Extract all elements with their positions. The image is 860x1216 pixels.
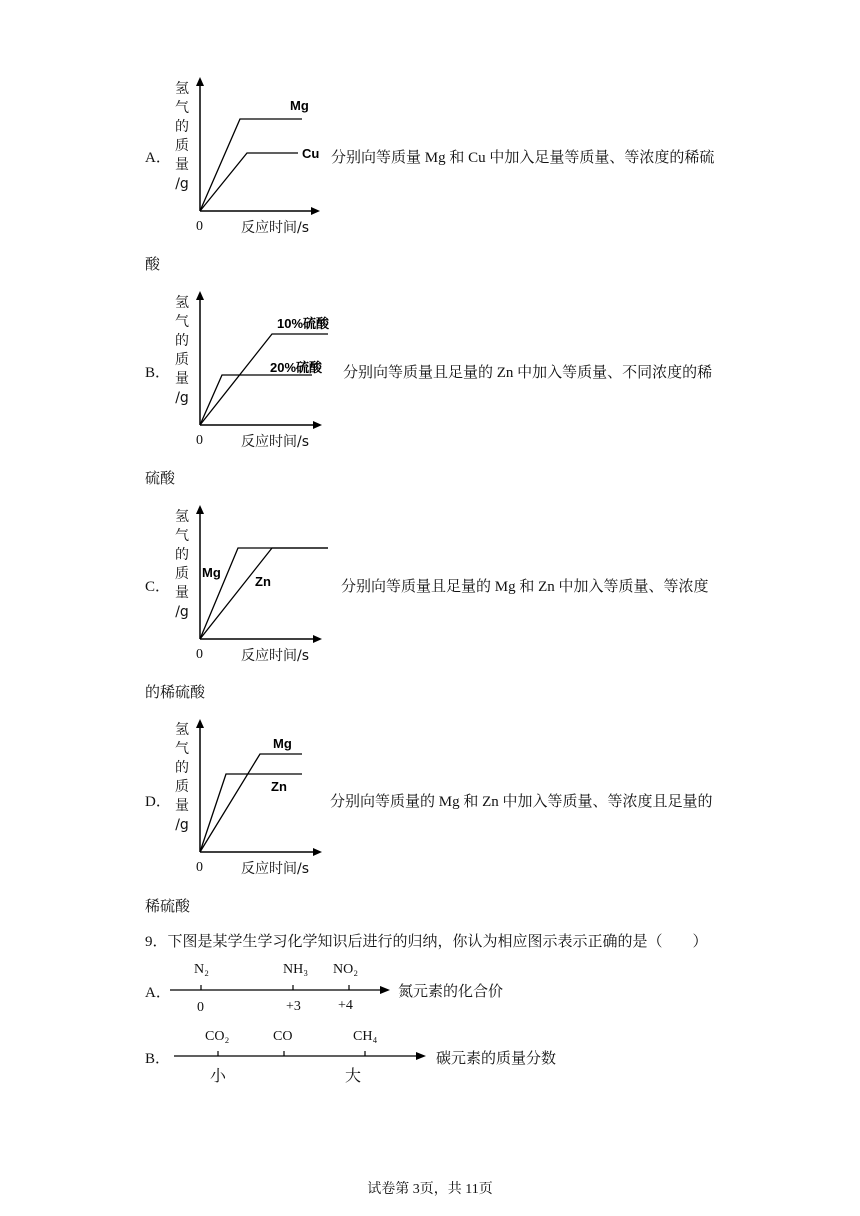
origin-label: 0 (196, 860, 203, 875)
formula-label: CO₂ (205, 1029, 230, 1044)
graph-b (190, 288, 340, 438)
y-axis-arrow (196, 505, 204, 514)
series-label-mg: Mg (290, 98, 309, 113)
formula-label: CO (273, 1029, 293, 1044)
series-line-10pct (200, 334, 328, 425)
option-letter: B． (145, 365, 171, 381)
option-text-line2: 的稀硫酸 (145, 685, 206, 701)
formula-label: N₂ (194, 962, 209, 977)
page-footer: 试卷第 3页，共 11页 (367, 1182, 493, 1197)
option-letter: B． (145, 1051, 171, 1067)
y-axis-arrow (196, 77, 204, 86)
axis-arrow (416, 1052, 426, 1060)
y-axis-arrow (196, 719, 204, 728)
series-label-zn: Zn (255, 574, 271, 589)
series-label-cu: Cu (302, 146, 320, 161)
x-axis-arrow (313, 421, 322, 429)
graph-c (190, 502, 340, 652)
value-label: +3 (286, 999, 301, 1014)
axis-label: 氮元素的化合价 (398, 984, 504, 1000)
series-line-mg (200, 754, 302, 852)
y-axis-arrow (196, 291, 204, 300)
option-letter: A． (145, 150, 171, 166)
origin-label: 0 (196, 433, 203, 448)
series-line-mg (200, 119, 302, 211)
x-axis-label: 反应时间/s (241, 220, 310, 236)
x-axis-label: 反应时间/s (241, 648, 310, 664)
axis-arrow (380, 986, 390, 994)
y-axis-label: 氢 气 的 质 量 /g (175, 81, 189, 192)
series-label-10pct: 10%硫酸 (277, 316, 330, 331)
option-text-line2: 稀硫酸 (145, 899, 191, 915)
formula-label: NO₂ (333, 962, 359, 977)
option-text-line2: 酸 (145, 257, 161, 273)
y-axis-label: 氢 气 的 质 量 /g (175, 722, 189, 833)
graph-a (190, 75, 330, 225)
graph-d (190, 716, 340, 866)
series-label-mg: Mg (202, 565, 221, 580)
series-line-cu (200, 153, 298, 211)
axis-label: 碳元素的质量分数 (436, 1051, 557, 1067)
series-line-mg (200, 548, 328, 639)
option-text-line1: 分别向等质量且足量的 Zn 中加入等质量、不同浓度的稀 (343, 365, 713, 381)
option-text-line1: 分别向等质量 Mg 和 Cu 中加入足量等质量、等浓度的稀硫 (331, 150, 715, 166)
series-label-mg: Mg (273, 736, 292, 751)
option-text-line1: 分别向等质量的 Mg 和 Zn 中加入等质量、等浓度且足量的 (330, 794, 713, 810)
question-9-stem: 9．下图是某学生学习化学知识后进行的归纳，你认为相应图示表示正确的是（ ） (145, 934, 708, 950)
origin-label: 0 (196, 219, 203, 234)
series-label-20pct: 20%硫酸 (270, 360, 323, 375)
x-axis-arrow (313, 635, 322, 643)
number-line-a (168, 980, 398, 1000)
series-label-zn: Zn (271, 779, 287, 794)
origin-label: 0 (196, 647, 203, 662)
x-axis-arrow (313, 848, 322, 856)
value-label: 0 (197, 1000, 204, 1015)
x-axis-label: 反应时间/s (241, 434, 310, 450)
option-text-line2: 硫酸 (145, 471, 176, 487)
formula-label: NH₃ (283, 962, 309, 977)
end-label-large: 大 (345, 1066, 362, 1085)
end-label-small: 小 (210, 1066, 227, 1085)
y-axis-label: 氢 气 的 质 量 /g (175, 509, 189, 620)
x-axis-label: 反应时间/s (241, 861, 310, 877)
option-letter: A． (145, 985, 171, 1001)
x-axis-arrow (311, 207, 320, 215)
option-letter: D． (145, 794, 171, 810)
y-axis-label: 氢 气 的 质 量 /g (175, 295, 189, 406)
series-line-20pct (200, 375, 312, 425)
formula-label: CH₄ (353, 1029, 378, 1044)
option-text-line1: 分别向等质量且足量的 Mg 和 Zn 中加入等质量、等浓度 (341, 579, 709, 595)
value-label: +4 (338, 998, 353, 1013)
option-letter: C． (145, 579, 171, 595)
